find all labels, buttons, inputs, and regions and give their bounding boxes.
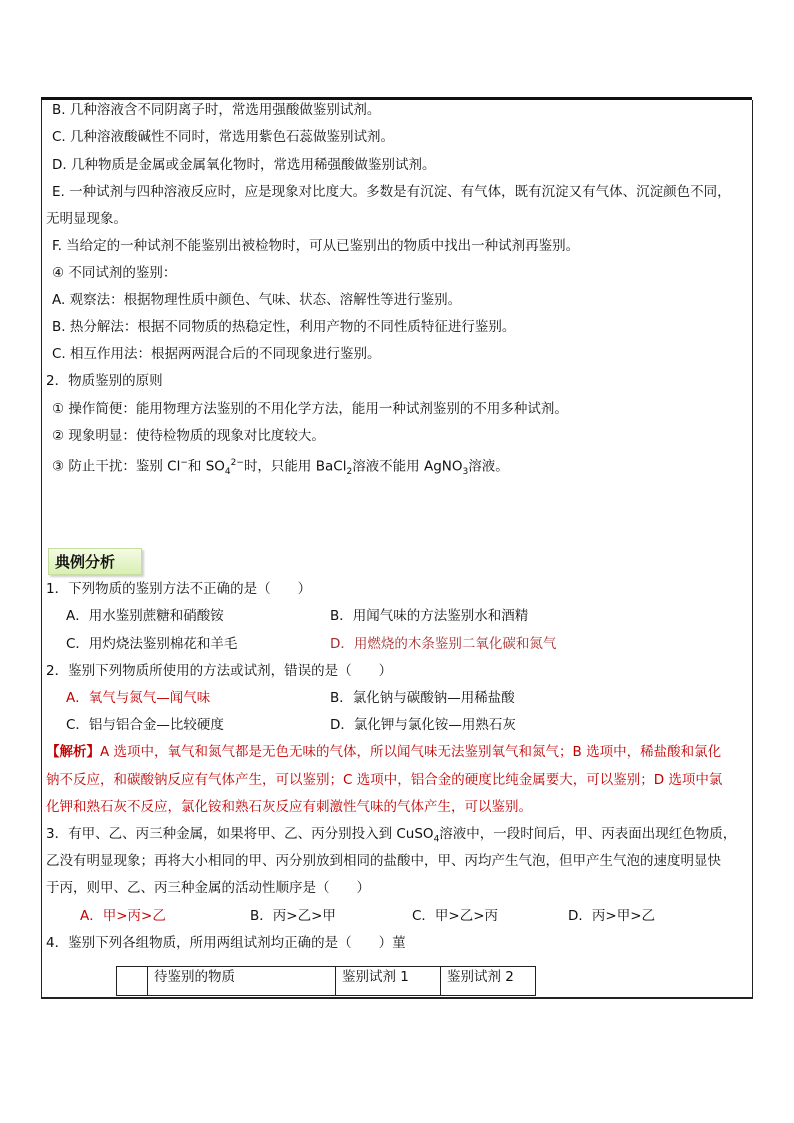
table-header-cell (117, 967, 148, 996)
table-header-row (117, 967, 536, 996)
knowledge-heading: 2．物质鉴别的原则 (46, 373, 163, 389)
question-2-analysis: 化钾和熟石灰不反应，氯化铵和熟石灰反应有刺激性气味的气体产生，可以鉴别。 (46, 799, 532, 815)
table-header-cell: 鉴别试剂 1 (336, 967, 441, 996)
knowledge-line: A. 观察法：根据物理性质中颜色、气味、状态、溶解性等进行鉴别。 (52, 292, 462, 308)
question-1-option-c: C．用灼烧法鉴别棉花和羊毛 (66, 636, 238, 652)
knowledge-line: B. 几种溶液含不同阴离子时，常选用强酸做鉴别试剂。 (52, 102, 381, 118)
table-header-cell: 待鉴别的物质 (148, 967, 336, 996)
question-4-stem: 4．鉴别下列各组物质，所用两组试剂均正确的是（ ）菫 (46, 935, 406, 951)
knowledge-line: C. 几种溶液酸碱性不同时，常选用紫色石蕊做鉴别试剂。 (52, 129, 395, 145)
section-tag: 典例分析 (48, 548, 142, 575)
analysis-label: 【解析】 (46, 744, 100, 760)
question-3-option-d: D．丙>甲>乙 (568, 908, 656, 924)
knowledge-line: D. 几种物质是金属或金属氧化物时，常选用稀强酸做鉴别试剂。 (52, 157, 436, 173)
question-2-option-a: A．氧气与氮气—闻气味 (66, 690, 211, 706)
knowledge-line: F. 当给定的一种试剂不能鉴别出被检物时，可从已鉴别出的物质中找出一种试剂再鉴别。 (52, 238, 580, 254)
knowledge-line: 无明显现象。 (46, 211, 127, 227)
question-2-analysis: 钠不反应，和碳酸钠反应有气体产生，可以鉴别；C 选项中，铝合金的硬度比纯金属要大，可以鉴别；D 选项中氯 (46, 772, 723, 788)
question-3-option-a: A．甲>丙>乙 (80, 908, 166, 924)
question-3-option-b: B．丙>乙>甲 (250, 908, 336, 924)
table-header-cell: 鉴别试剂 2 (441, 967, 536, 996)
knowledge-line: C. 相互作用法：根据两两混合后的不同现象进行鉴别。 (52, 346, 381, 362)
knowledge-line: ④ 不同试剂的鉴别： (52, 265, 177, 281)
question-2-analysis: 【解析】A 选项中，氧气和氮气都是无色无味的气体，所以闻气味无法鉴别氧气和氮气；B 选项中，稀盐酸和氯化 (46, 744, 722, 760)
question-3-stem: 于丙，则甲、乙、丙三种金属的活动性顺序是（ ） (46, 880, 370, 896)
question-1-option-a: A．用水鉴别蔗糖和硝酸铵 (66, 608, 224, 624)
question-1-option-d: D．用燃烧的木条鉴别二氧化碳和氮气 (330, 636, 557, 652)
question-3-stem: 乙没有明显现象；再将大小相同的甲、丙分别放到相同的盐酸中，甲、丙均产生气泡，但甲产生气泡的速度明显快 (46, 853, 721, 869)
question-3-option-c: C．甲>乙>丙 (412, 908, 499, 924)
question-2-stem: 2．鉴别下列物质所使用的方法或试剂，错误的是（ ） (46, 663, 393, 679)
stray-mark: 菫 (392, 935, 406, 951)
question-1-option-b: B．用闻气味的方法鉴别水和酒精 (330, 608, 529, 624)
question-2-option-c: C．铝与铝合金—比较硬度 (66, 717, 224, 733)
question-3-stem: 3．有甲、乙、丙三种金属，如果将甲、乙、丙分别投入到 CuSO$_4$溶液中，一段时间后，甲、丙表面出现红色物质， (46, 826, 737, 845)
knowledge-line: ③ 防止干扰：鉴别 Cl−和 $SO_4^{2-}$时，只能用 BaCl$_2$溶液不能用 AgNO$_3$溶液。 (52, 458, 509, 478)
knowledge-line: E. 一种试剂与四种溶液反应时，应是现象对比度大。多数是有沉淀、有气体，既有沉淀又有气体、沉淀颜色不同， (52, 184, 731, 200)
knowledge-line: ① 操作简便：能用物理方法鉴别的不用化学方法，能用一种试剂鉴别的不用多种试剂。 (52, 401, 568, 417)
reagent-table (116, 966, 536, 996)
knowledge-line: B. 热分解法：根据不同物质的热稳定性，利用产物的不同性质特征进行鉴别。 (52, 319, 516, 335)
question-2-option-b: B．氯化钠与碳酸钠—用稀盐酸 (330, 690, 515, 706)
knowledge-line: ② 现象明显：使待检物质的现象对比度较大。 (52, 428, 325, 444)
question-2-option-d: D．氯化钾与氯化铵—用熟石灰 (330, 717, 516, 733)
question-1-stem: 1．下列物质的鉴别方法不正确的是（ ） (46, 581, 312, 597)
